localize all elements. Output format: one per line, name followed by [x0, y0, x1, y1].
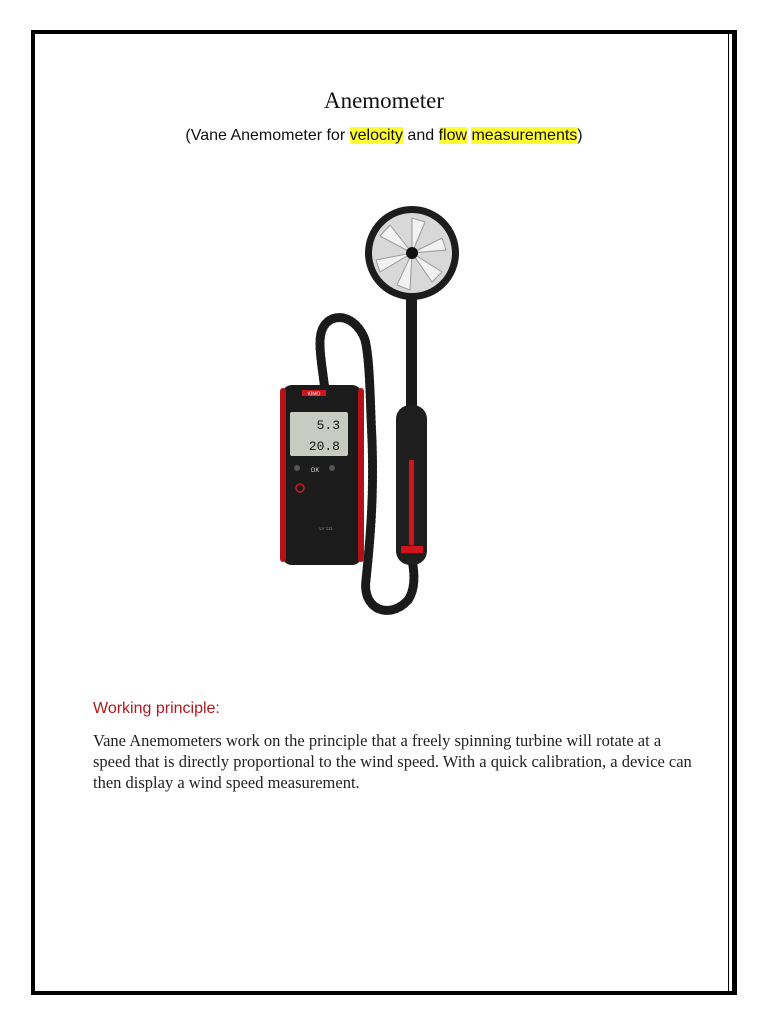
meter-model-label: LV 111: [319, 526, 333, 531]
page-title: Anemometer: [323, 88, 445, 113]
section-heading: Working principle:: [93, 700, 220, 717]
page-border-inner-line: [728, 34, 729, 991]
section-body: Vane Anemometers work on the principle that a freely spinning turbine will rotate at a speed that is directly proportional to the wind speed. With a quick calibration, a device can then display a wind speed measurement.: [93, 731, 692, 792]
subtitle-prefix: (Vane Anemometer for: [185, 127, 350, 144]
probe-handle-stripe: [409, 460, 414, 545]
meter-button-ok: OK: [310, 468, 320, 474]
probe-logo-tag: [401, 546, 423, 553]
vane-probe-head: [365, 206, 459, 300]
meter-button-right: [329, 465, 335, 471]
meter-button-left: [294, 465, 300, 471]
probe-shaft: [406, 295, 417, 410]
page-subtitle: [0, 127, 768, 145]
subtitle-suffix: ): [577, 127, 583, 144]
meter-brand: KIMO: [307, 391, 321, 398]
meter-reading-top: 5.3: [316, 418, 340, 433]
subtitle-mid: and: [402, 127, 439, 144]
meter-reading-bottom: 20.8: [308, 439, 340, 454]
handheld-meter: [280, 385, 364, 565]
highlight-flow: flow: [438, 127, 468, 144]
anemometer-image: [270, 200, 470, 620]
highlight-measurements: measurements: [471, 127, 578, 144]
highlight-velocity: velocity: [349, 127, 403, 144]
